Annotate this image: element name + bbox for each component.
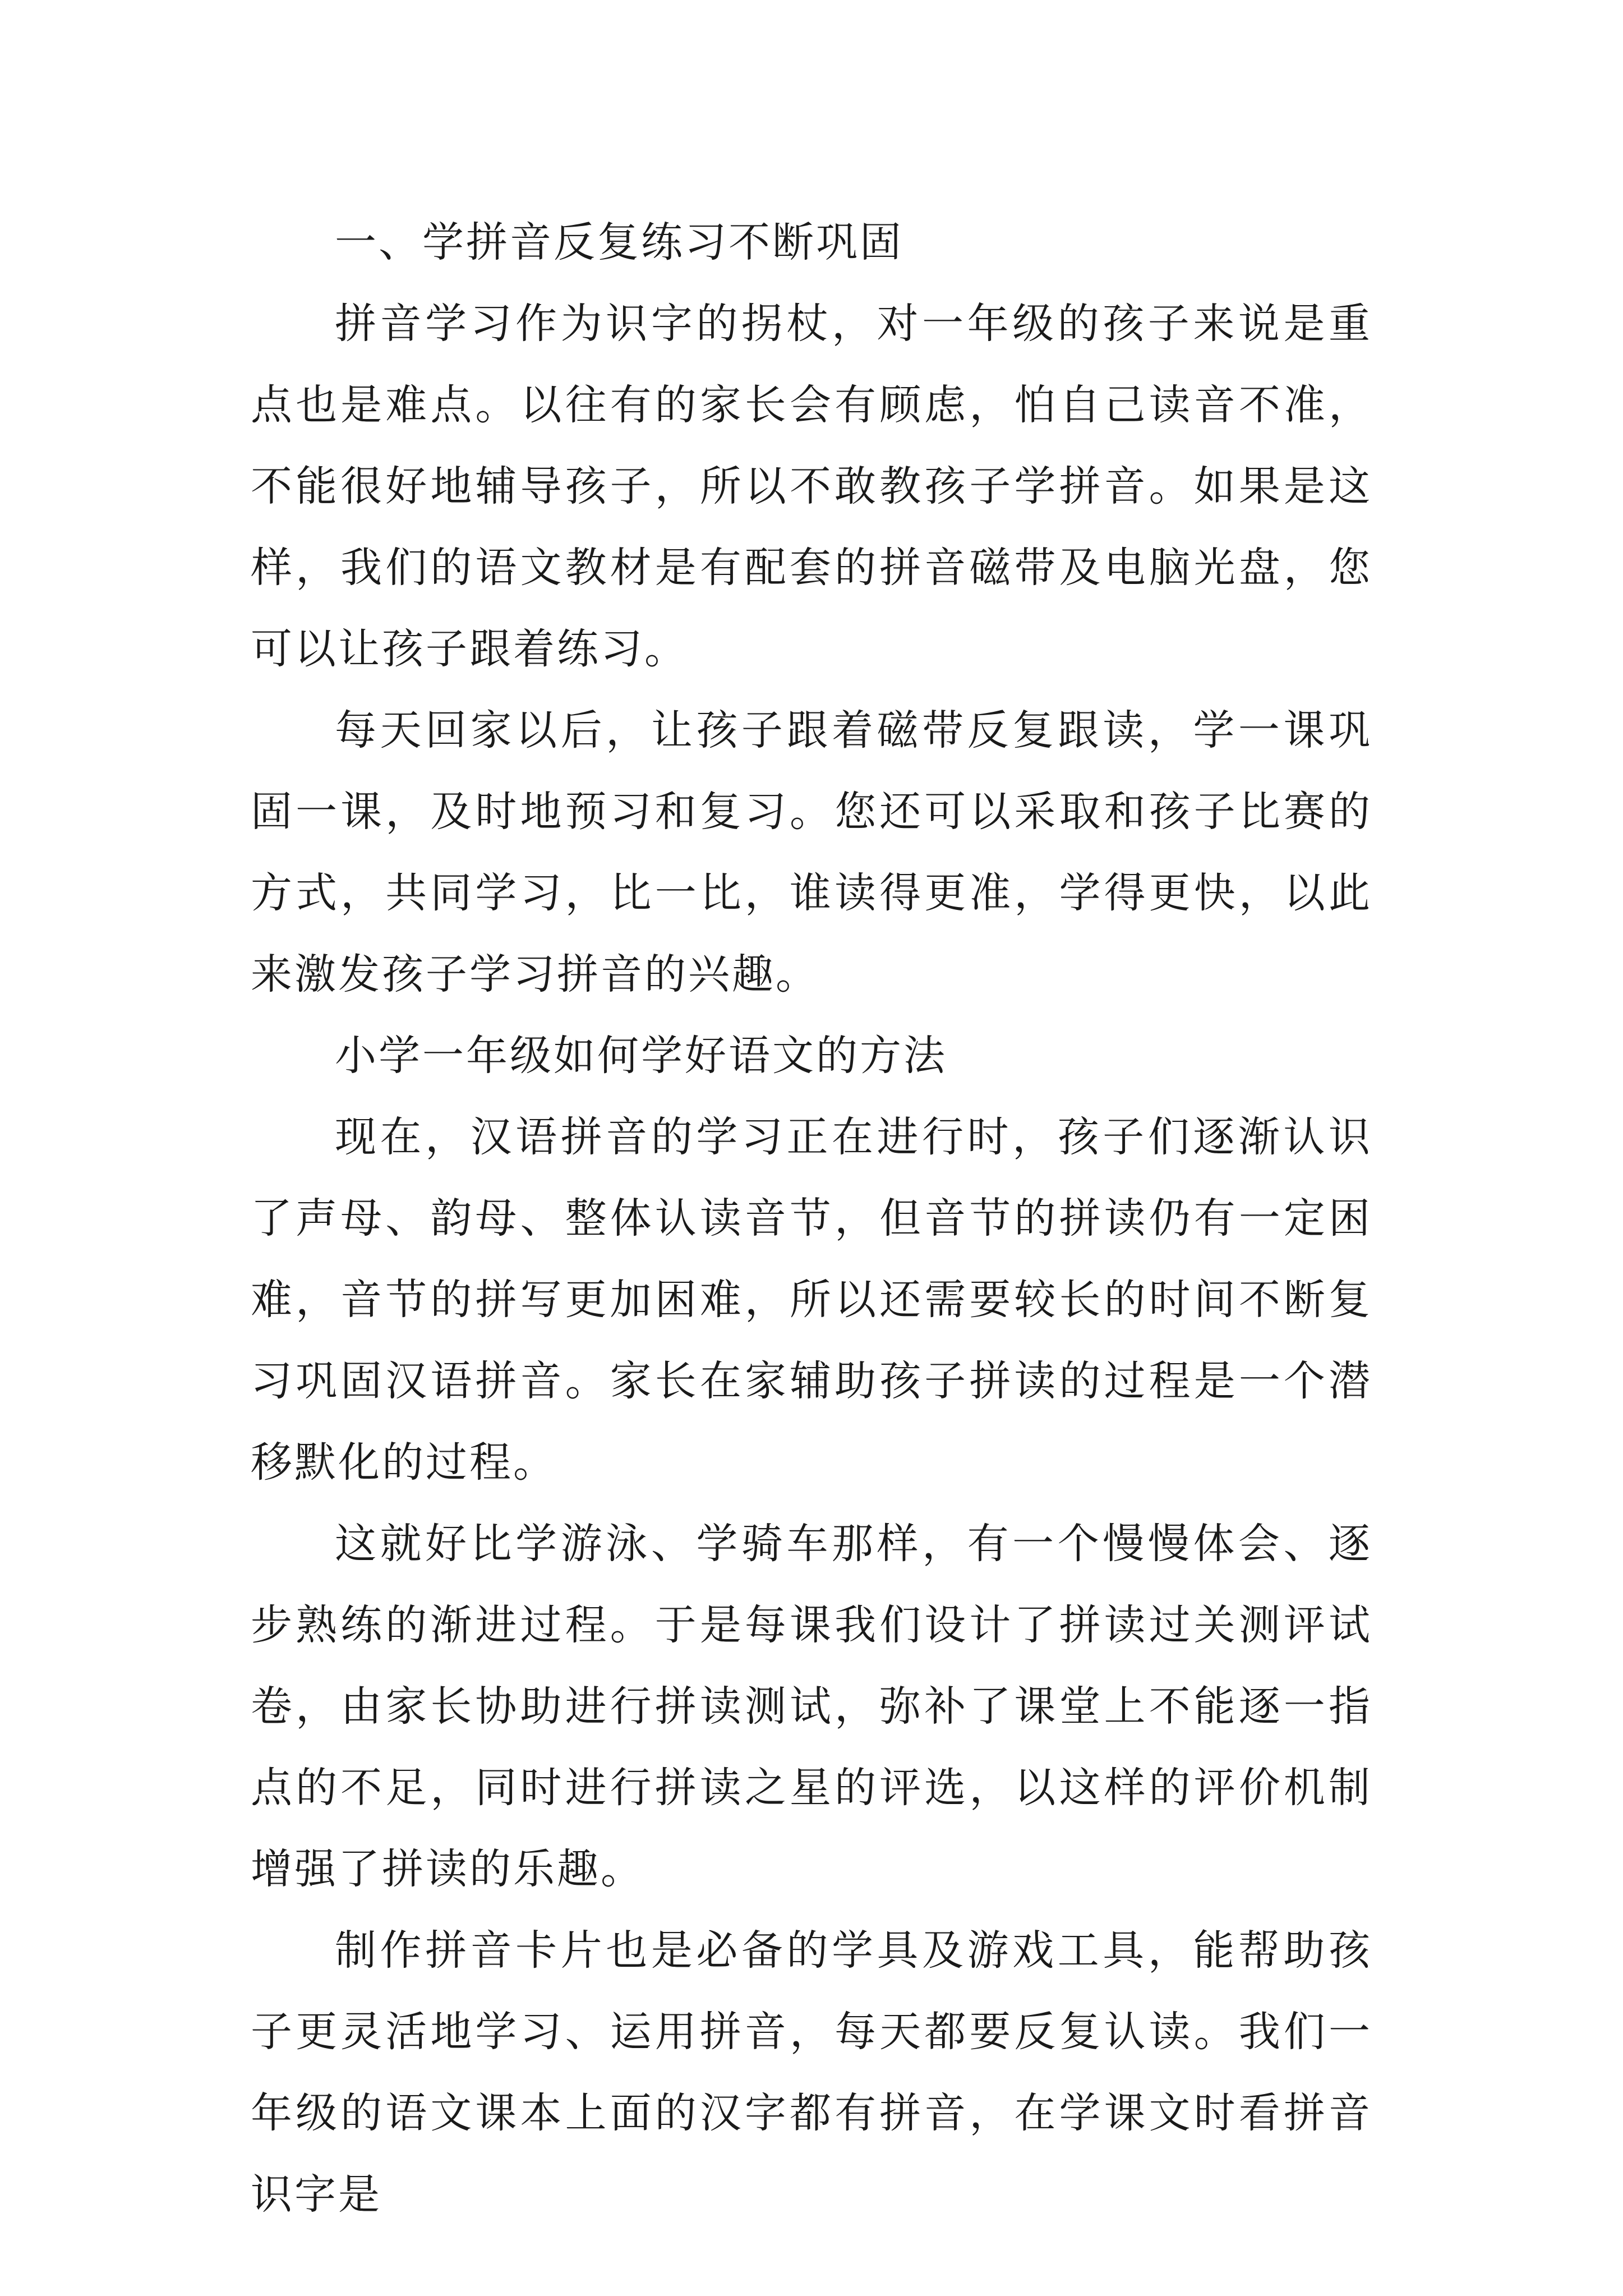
paragraph-pinyin-crutch: 拼音学习作为识字的拐杖，对一年级的孩子来说是重点也是难点。以往有的家长会有顾虑，怕自己读音不准，不能很好地辅导孩子，所以不敢教孩子学拼音。如果是这样，我们的语文教材是有配套的拼音磁带及电脑光盘，您可以让孩子跟着练习。 [251,300,1372,673]
paragraph-gradual-process: 这就好比学游泳、学骑车那样，有一个慢慢体会、逐步熟练的渐进过程。于是每课我们设计了拼读过关测评试卷，由家长协助进行拼读测试，弥补了课堂上不能逐一指点的不足，同时进行拼读之星的评选，以这样的评价机制增强了拼读的乐趣。 [251,1520,1372,1893]
section-heading-learning-methods: 小学一年级如何学好语文的方法 [335,1032,947,1080]
paragraph-pinyin-cards: 制作拼音卡片也是必备的学具及游戏工具，能帮助孩子更灵活地学习、运用拼音，每天都要反复认读。我们一年级的语文课本上面的汉字都有拼音，在学课文时看拼音识字是 [251,1926,1372,2219]
paragraph-daily-practice: 每天回家以后，让孩子跟着磁带反复跟读，学一课巩固一课，及时地预习和复习。您还可以采取和孩子比赛的方式，共同学习，比一比，谁读得更准，学得更快，以此来激发孩子学习拼音的兴趣。 [251,706,1372,999]
section-heading-pinyin-practice: 一、学拼音反复练习不断巩固 [335,218,903,266]
paragraph-current-pinyin-study: 现在，汉语拼音的学习正在进行时，孩子们逐渐认识了声母、韵母、整体认读音节，但音节的拼读仍有一定困难，音节的拼写更加困难，所以还需要较长的时间不断复习巩固汉语拼音。家长在家辅助孩子拼读的过程是一个潜移默化的过程。 [251,1113,1372,1487]
document-body [251,202,1372,2235]
